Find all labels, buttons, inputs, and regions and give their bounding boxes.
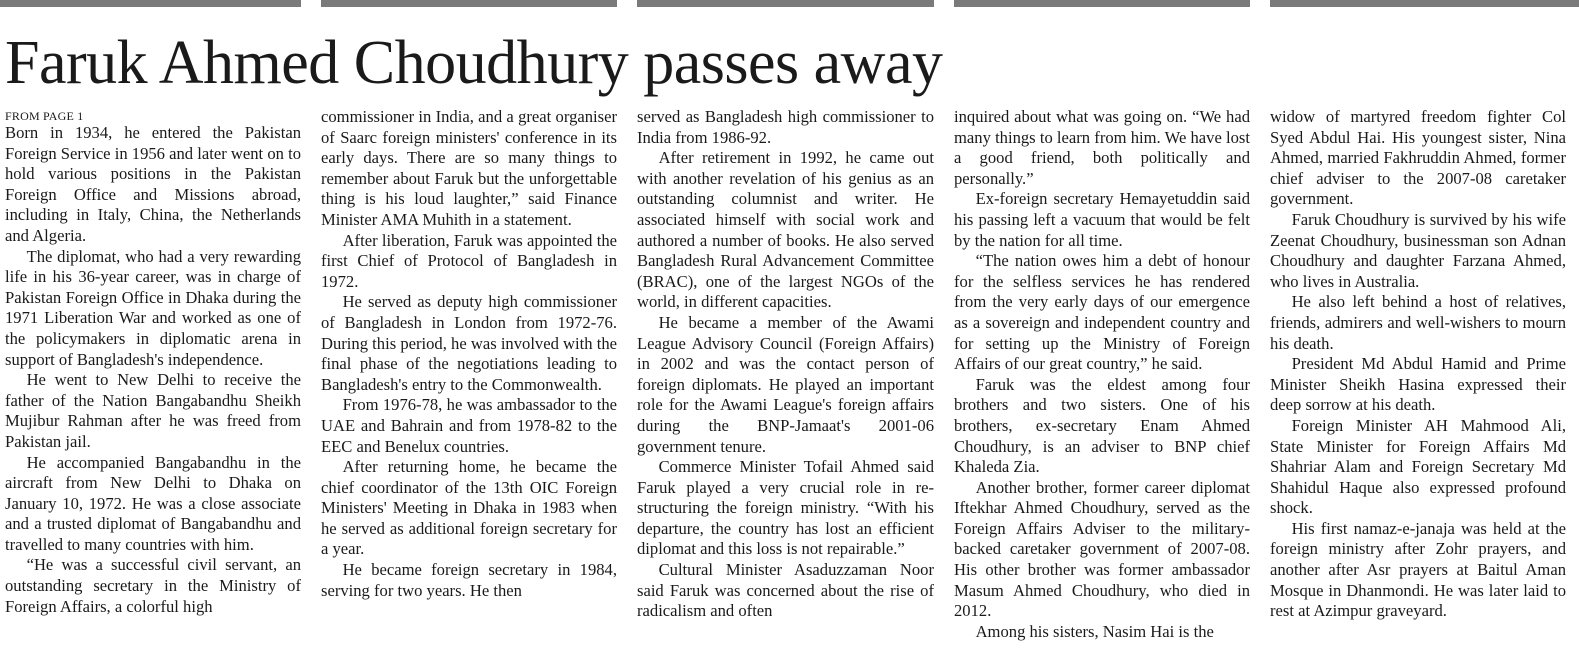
headline: Faruk Ahmed Choudhury passes away bbox=[5, 29, 943, 97]
paragraph: After retirement in 1992, he came out with another revelation of his genius as an outstanding columnist and writer. He associated himself with social work and authored a number of books. He also served Bangladesh Rural Advancement Committee (BRAC), one of the largest NGOs of the world, in different capacities. bbox=[637, 148, 934, 312]
paragraph: From 1976-78, he was ambassador to the UAE and Bahrain and from 1978-82 to the EEC and Benelux countries. bbox=[321, 395, 617, 456]
paragraph: He went to New Delhi to receive the father of the Nation Bangabandhu Sheikh Mujibur Rahman after he was freed from Pakistan jail. bbox=[5, 370, 301, 451]
article-column-5 bbox=[1270, 107, 1566, 672]
paragraph: After returning home, he became the chief coordinator of the 13th OIC Foreign Ministers' Meeting in Dhaka in 1983 when he served as additional foreign secretary for a year. bbox=[321, 457, 617, 559]
top-rule-bar-2 bbox=[321, 0, 617, 7]
paragraph: Faruk Choudhury is survived by his wife Zeenat Choudhury, businessman son Adnan Choudhury and daughter Farzana Ahmed, who lives in Australia. bbox=[1270, 209, 1566, 291]
paragraph: widow of martyred freedom fighter Col Syed Abdul Hai. His youngest sister, Nina Ahmed, married Fakhruddin Ahmed, former chief adviser to the 2007-08 caretaker government. bbox=[1270, 107, 1566, 209]
paragraph: His first namaz-e-janaja was held at the foreign ministry after Zohr prayers, and another after Asr prayers at Baitul Aman Mosque in Dhanmondi. He was later laid to rest at Azimpur graveyard. bbox=[1270, 518, 1566, 621]
paragraph: Commerce Minister Tofail Ahmed said Faruk played a very crucial role in re-structuring the foreign ministry. “With his departure, the country has lost an efficient diplomat and this loss is not repairable.” bbox=[637, 457, 934, 559]
article-column-1 bbox=[5, 107, 301, 672]
kicker: FROM PAGE 1 bbox=[5, 109, 84, 123]
article-column-4 bbox=[954, 107, 1250, 672]
paragraph: Cultural Minister Asaduzzaman Noor said Faruk was concerned about the rise of radicalism and often bbox=[637, 560, 934, 621]
paragraph: After liberation, Faruk was appointed the first Chief of Protocol of Bangladesh in 1972. bbox=[321, 230, 617, 291]
article-column-3 bbox=[637, 107, 934, 672]
paragraph: He became foreign secretary in 1984, serving for two years. He then bbox=[321, 560, 617, 600]
paragraph: The diplomat, who had a very rewarding life in his 36-year career, was in charge of Pakistan Foreign Office in Dhaka during the 1971 Liberation War and worked as one of the policymakers in diplomatic arena in support of Bangladesh's independence. bbox=[5, 246, 301, 369]
paragraph: He accompanied Bangabandhu in the aircraft from New Delhi to Dhaka on January 10, 1972. He was a close associate and a trusted diplomat of Bangabandhu and travelled to many countries with him. bbox=[5, 452, 301, 554]
paragraph: Foreign Minister AH Mahmood Ali, State Minister for Foreign Affairs Md Shahriar Alam and Foreign Secretary Md Shahidul Haque also expressed profound shock. bbox=[1270, 415, 1566, 518]
paragraph: He became a member of the Awami League Advisory Council (Foreign Affairs) in 2002 and was the contact person of foreign diplomats. He played an important role for the Awami League's foreign affairs during the BNP-Jamaat's 2001-06 government tenure. bbox=[637, 312, 934, 456]
paragraph: “The nation owes him a debt of honour for the selfless services he has rendered from the very early days of our emergence as a sovereign and independent country and for setting up the Ministry of Foreign Affairs of our great country,” he said. bbox=[954, 251, 1250, 374]
top-rule-bar-4 bbox=[954, 0, 1250, 7]
paragraph: inquired about what was going on. “We had many things to learn from him. We have lost a good friend, both politically and personally.” bbox=[954, 107, 1250, 188]
paragraph: Among his sisters, Nasim Hai is the bbox=[975, 621, 1214, 641]
paragraph: commissioner in India, and a great organiser of Saarc foreign ministers' conference in its early days. There are so many things to remember about Faruk but the unforgettable thing is his loud laughter,” said Finance Minister AMA Muhith in a statement. bbox=[321, 107, 617, 229]
paragraph: Another brother, former career diplomat Iftekhar Ahmed Choudhury, served as the Foreign Affairs Adviser to the military-backed caretaker government of 2007-08. His other brother was former ambassador Masum Ahmed Choudhury, who died in 2012. bbox=[954, 477, 1250, 621]
paragraph: President Md Abdul Hamid and Prime Minister Sheikh Hasina expressed their deep sorrow at his death. bbox=[1270, 354, 1566, 415]
paragraph: served as Bangladesh high commissioner to India from 1986-92. bbox=[637, 107, 934, 147]
top-rule-bar-1 bbox=[0, 0, 301, 7]
top-rule-bar-3 bbox=[637, 0, 934, 7]
article-column-2 bbox=[321, 107, 617, 672]
paragraph: Faruk was the eldest among four brothers and two sisters. One of his brothers, ex-secretary Enam Ahmed Choudhury, is an adviser to BNP chief Khaleda Zia. bbox=[954, 374, 1250, 477]
paragraph: “He was a successful civil servant, an outstanding secretary in the Ministry of Foreign Affairs, a colorful high bbox=[5, 555, 301, 616]
paragraph: Born in 1934, he entered the Pakistan Foreign Service in 1956 and later went on to hold various positions in the Pakistan Foreign Office and Missions abroad, including in Italy, China, the Netherlands and Algeria. bbox=[5, 123, 301, 245]
paragraph: He served as deputy high commissioner of Bangladesh in London from 1972-76. During this period, he was involved with the final phase of the negotiations leading to Bangladesh's entry to the Commonwealth. bbox=[321, 292, 617, 394]
paragraph: He also left behind a host of relatives, friends, admirers and well-wishers to mourn his death. bbox=[1270, 292, 1566, 353]
top-rule-bar-5 bbox=[1270, 0, 1579, 7]
paragraph: Ex-foreign secretary Hemayetuddin said his passing left a vacuum that would be felt by the nation for all time. bbox=[954, 189, 1250, 250]
